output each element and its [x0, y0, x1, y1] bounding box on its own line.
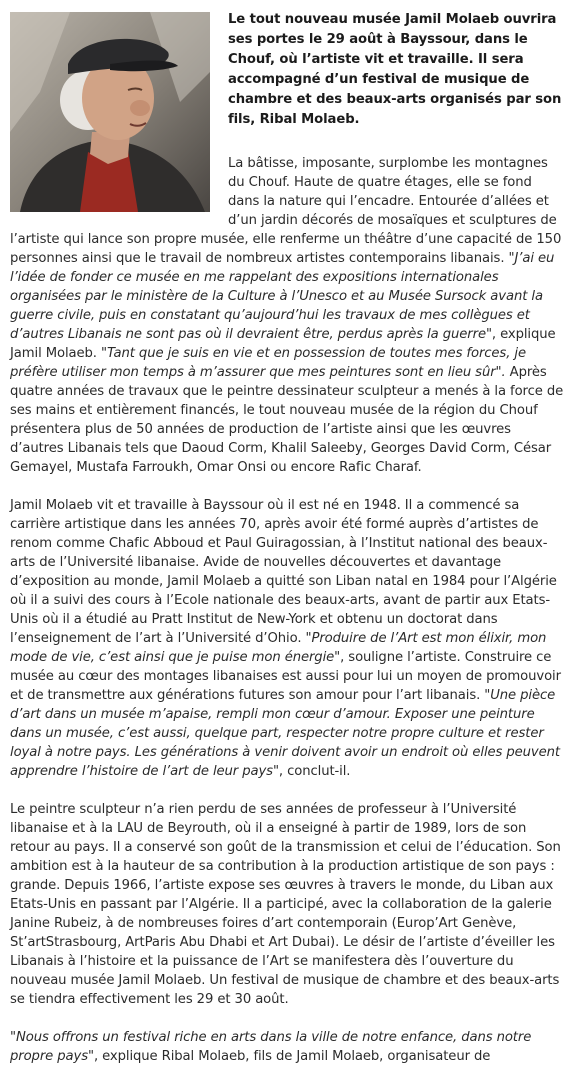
quote-text: "Tant que je suis en vie et en possession de toutes mes forces, je préfère utiliser mon temps à m’assurer que mes peintures sont en lieu sûr". [10, 346, 526, 380]
article-paragraph-3: Le peintre sculpteur n’a rien perdu de ses années de professeur à l’Université libanaise et à la LAU de Beyrouth, où il a enseigné à partir de 1989, lors de son retour au pays. Il a conservé son goût de la transmission et celui de l’éducation. Son ambition est à la hauteur de sa contribution à la production artistique de son pays : grande. Depuis 1966, l’artiste expose ses œuvres à travers le monde, du Liban aux Etats-Unis en passant par l’Algérie. Il a participé, avec la collaboration de la galerie Janine Rubeiz, à de nombreuses foires d’art contemporain (Europ’Art Genève, St’artStrasbourg, ArtParis Abu Dhabi et Art Dubai). Le désir de l’artiste d’éveiller les Libanais à l’histoire et la puissance de l’Art se manifestera dès l’ouverture du nouveau musée Jamil Molaeb. Un festival de musique de chambre et des beaux-arts se tiendra effectivement les 29 et 30 août. [10, 802, 561, 1007]
quote-text: "Nous offrons un festival riche en arts dans la ville de notre enfance, dans notre propre pays" [10, 1030, 532, 1064]
quote-text: "Une pièce d’art dans un musée m’apaise, rempli mon cœur d’amour. Exposer une peinture dans un musée, c’est aussi, quelque part, respecter notre propre culture et rester loyal à notre pays. Les générations à venir doivent avoir un endroit où elles peuvent apprendre l’histoire de l’art de leur pays" [10, 688, 560, 779]
paragraph-text: , conclut-il. [278, 764, 351, 779]
article-paragraph-4 [10, 1028, 567, 1066]
article-lead: Le tout nouveau musée Jamil Molaeb ouvrira ses portes le 29 août à Bayssour, dans le Chouf, où l’artiste vit et travaille. Il sera accompagné d’un festival de musique de chambre et des beaux-arts organisés par son fils, Ribal Molaeb. [228, 12, 562, 127]
paragraph-text: , explique Jamil Molaeb. [10, 327, 556, 361]
paragraph-text: Jamil Molaeb vit et travaille à Bayssour où il est né en 1948. Il a commencé sa carrière artistique dans les années 70, après avoir été formé auprès d’artistes de renom comme Chafic Abboud et Paul Guiragossian, à l’Institut national des beaux-arts de l’Université libanaise. Avide de nouvelles découvertes et davantage d’exposition au monde, Jamil Molaeb a quitté son Liban natal en 1984 pour l’Algérie où il a suivi des cours à l’Ecole nationale des beaux-arts, avant de partir aux Etats-Unis où il a étudié au Pratt Institut de New-York et obtenu un doctorat dans l’enseignement de l’art à l’Université d’Ohio. [10, 498, 557, 646]
portrait-illustration [10, 12, 210, 212]
paragraph-text: Après quatre années de travaux que le peintre dessinateur sculpteur a menés à la force de ses mains et entièrement financés, le tout nouveau musée de la région du Chouf présentera plus de 50 années de production de l’artiste ainsi que les œuvres d’autres Libanais tels que Daoud Corm, Khalil Saleeby, Georges David Corm, César Gemayel, Mustafa Farroukh, Omar Onsi ou encore Rafic Charaf. [10, 365, 564, 475]
quote-text: "Produire de l’Art est mon élixir, mon mode de vie, c’est ainsi que je puise mon énergie" [10, 631, 547, 665]
paragraph-text: , souligne l’artiste. Construire ce musée au cœur des montages libanaises est aussi pour lui un moyen de promouvoir et de transmettre aux générations futures son amour pour l’art libanais. [10, 650, 561, 703]
quote-text: "J’ai eu l’idée de fonder ce musée en me rappelant des expositions internationales organisées par le ministère de la Culture à l’Unesco et au Musée Sursock avant la guerre civile, puis en constatant qu’aujourd’hui les travaux de mes collègues et d’autres Libanais ne sont pas où il devraient être, perdus après la guerre" [10, 251, 555, 342]
paragraph-text: La bâtisse, imposante, surplombe les montagnes du Chouf. Haute de quatre étages, elle se fond dans la nature qui l’encadre. Entourée d’allées et d’un jardin décorés de mosaïques et sculptures de l’artiste qui lance son propre musée, elle renferme un théâtre d’une capacité de 150 personnes ainsi que le travail de nombreux artistes contemporains libanais. [10, 156, 562, 266]
artist-portrait-image [10, 12, 210, 212]
article-paragraph-2 [10, 496, 567, 781]
paragraph-text: , explique Ribal Molaeb, fils de Jamil Molaeb, organisateur de [93, 1049, 491, 1064]
